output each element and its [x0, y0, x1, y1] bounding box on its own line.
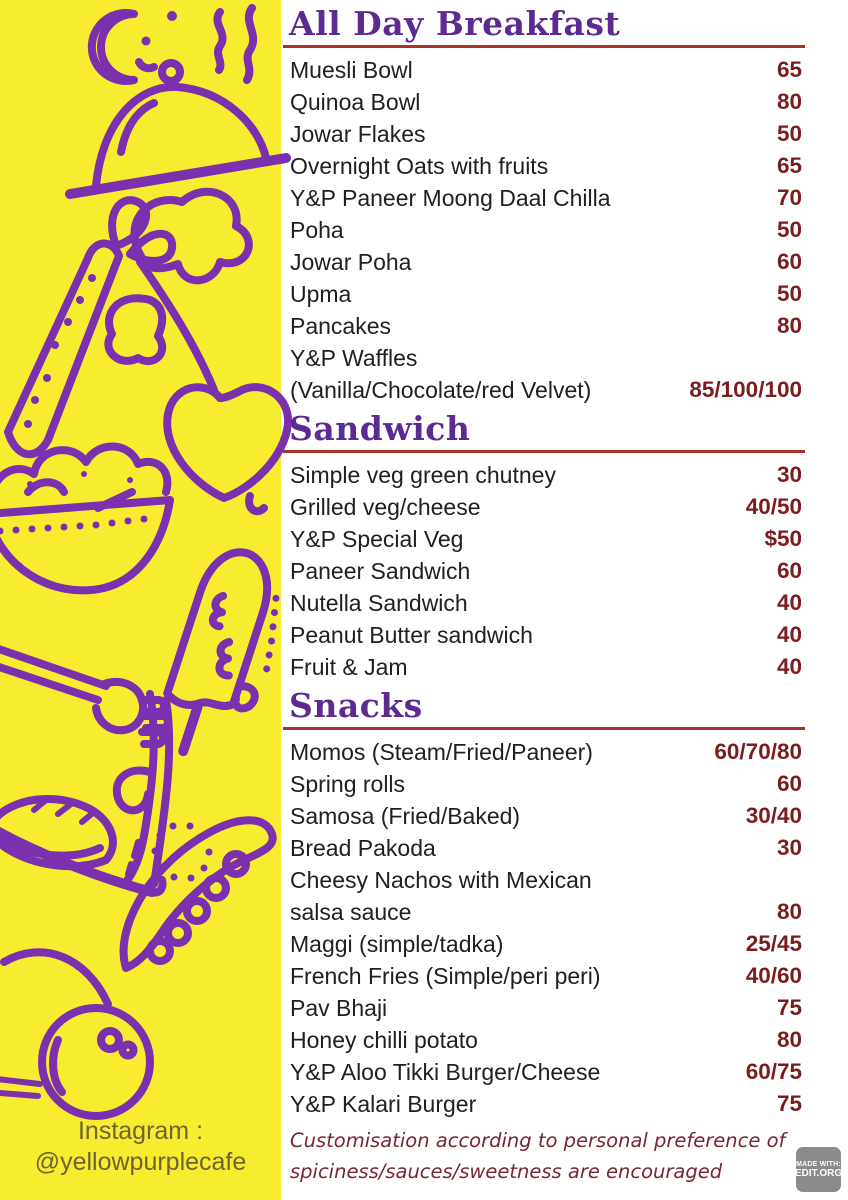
- menu-item-price: 50: [776, 281, 802, 306]
- menu-item-row: [290, 1024, 802, 1056]
- menu-item-row: [290, 1088, 802, 1120]
- menu-sections: [281, 4, 848, 1123]
- menu-item-name: Overnight Oats with fruits: [290, 153, 549, 179]
- menu-item-row: [290, 555, 802, 587]
- menu-item-price: 60/70/80: [714, 739, 802, 764]
- menu-item-name: Y&P Aloo Tikki Burger/Cheese: [290, 1059, 601, 1085]
- section-items: [281, 733, 848, 1123]
- menu-item-name-line2: salsa sauce: [290, 899, 412, 925]
- menu-item-name: Jowar Flakes: [290, 121, 426, 147]
- menu-item-row: [290, 928, 802, 960]
- instagram-handle[interactable]: @yellowpurplecafe: [34, 1148, 247, 1176]
- menu-item-name: [290, 342, 591, 406]
- menu-item-row: [290, 150, 802, 182]
- menu-item-name: Samosa (Fried/Baked): [290, 803, 521, 829]
- menu-item-row: [290, 246, 802, 278]
- menu-item-row: [290, 54, 802, 86]
- menu-item-name: Pancakes: [290, 313, 392, 339]
- menu-item-name: Pav Bhaji: [290, 995, 388, 1021]
- menu-item-name: Spring rolls: [290, 771, 406, 797]
- menu-item-name: Y&P Kalari Burger: [290, 1091, 477, 1117]
- menu-item-row: [290, 214, 802, 246]
- menu-item-row: [290, 459, 802, 491]
- menu-item-name: Maggi (simple/tadka): [290, 931, 504, 957]
- menu-item-price: 60: [776, 558, 802, 583]
- menu-item-row: [290, 864, 802, 928]
- menu-item-name: Honey chilli potato: [290, 1027, 478, 1053]
- menu-item-row: [290, 523, 802, 555]
- menu-item-name: Peanut Butter sandwich: [290, 622, 533, 648]
- menu-item-name: Grilled veg/cheese: [290, 494, 481, 520]
- menu-item-name: Poha: [290, 217, 344, 243]
- menu-item-price: 80: [776, 313, 802, 338]
- menu-item-price: 30: [776, 835, 802, 860]
- section-items: [281, 456, 848, 686]
- menu-item-price: 80: [776, 899, 802, 924]
- badge-made-with-label: MADE WITH:: [796, 1160, 841, 1168]
- menu-item-price: 65: [776, 57, 802, 82]
- menu-item-row: [290, 182, 802, 214]
- customisation-note-line1: Customisation according to personal preference of: [290, 1129, 786, 1152]
- menu-item-name: Y&P Special Veg: [290, 526, 464, 552]
- section-divider: [283, 45, 805, 48]
- menu-item-price: 40/60: [745, 963, 802, 988]
- menu-item-price: 40: [776, 622, 802, 647]
- section-items: [281, 51, 848, 409]
- menu-item-price: $50: [764, 526, 802, 551]
- steam-icon: [217, 8, 253, 80]
- menu-item-row: [290, 310, 802, 342]
- menu-item-name: Simple veg green chutney: [290, 462, 556, 488]
- menu-item-price: 30/40: [745, 803, 802, 828]
- menu-item-row: [290, 651, 802, 683]
- carrot-icon: [8, 200, 172, 454]
- menu-section: [281, 4, 848, 409]
- bun-with-stem-icon: [0, 952, 150, 1116]
- menu-item-price: 65: [776, 153, 802, 178]
- made-with-editorg-badge[interactable]: [796, 1147, 841, 1192]
- menu-item-price: 75: [776, 995, 802, 1020]
- menu-item-row: [290, 587, 802, 619]
- menu-section: [281, 686, 848, 1123]
- menu-item-price: 75: [776, 1091, 802, 1116]
- menu-item-row: [290, 619, 802, 651]
- menu-item-row: [290, 832, 802, 864]
- menu-item-row: [290, 960, 802, 992]
- menu-item-name: Jowar Poha: [290, 249, 412, 275]
- menu-item-price: 40/50: [745, 494, 802, 519]
- menu-item-name: Bread Pakoda: [290, 835, 436, 861]
- salad-bowl-icon: [0, 446, 170, 590]
- menu-item-name: Upma: [290, 281, 352, 307]
- instagram-label: Instagram :: [77, 1117, 204, 1145]
- menu-item-price: 25/45: [745, 931, 802, 956]
- left-art-panel: [0, 0, 281, 1200]
- popsicle-icon: [152, 543, 302, 769]
- menu-item-row: [290, 768, 802, 800]
- menu-item-row: [290, 118, 802, 150]
- menu-item-price: 80: [776, 89, 802, 114]
- customisation-note: [290, 1125, 795, 1187]
- menu-item-name: Paneer Sandwich: [290, 558, 471, 584]
- menu-item-name-line2: (Vanilla/Chocolate/red Velvet): [290, 377, 592, 403]
- customisation-note-line2: spiciness/sauces/sweetness are encouraged: [290, 1160, 723, 1183]
- food-doodles-illustration: [0, 0, 300, 1200]
- section-title: Snacks: [289, 686, 423, 725]
- menu-item-name-line1: Cheesy Nachos with Mexican: [290, 867, 592, 893]
- menu-item-name-line1: Y&P Waffles: [290, 345, 418, 371]
- menu-item-row: [290, 992, 802, 1024]
- menu-item-name: Quinoa Bowl: [290, 89, 421, 115]
- menu-item-name: French Fries (Simple/peri peri): [290, 963, 601, 989]
- section-divider: [283, 450, 805, 453]
- menu-item-row: [290, 86, 802, 118]
- menu-item-row: [290, 800, 802, 832]
- menu-item-price: 60/75: [745, 1059, 802, 1084]
- instagram-info: [0, 1116, 281, 1178]
- menu-item-price: 30: [776, 462, 802, 487]
- menu-item-name: Muesli Bowl: [290, 57, 413, 83]
- menu-item-name: Momos (Steam/Fried/Paneer): [290, 739, 593, 765]
- menu-item-row: [290, 342, 802, 406]
- menu-item-price: 70: [776, 185, 802, 210]
- menu-item-row: [290, 278, 802, 310]
- menu-item-name: Y&P Paneer Moong Daal Chilla: [290, 185, 611, 211]
- menu-item-price: 60: [776, 249, 802, 274]
- section-divider: [283, 727, 805, 730]
- badge-editorg-label: EDIT.ORG: [794, 1167, 843, 1179]
- menu-item-price: 80: [776, 1027, 802, 1052]
- menu-item-row: [290, 491, 802, 523]
- menu-item-name: Nutella Sandwich: [290, 590, 468, 616]
- menu-content: [281, 0, 848, 1123]
- menu-item-price: 50: [776, 121, 802, 146]
- menu-item-price: 40: [776, 654, 802, 679]
- menu-item-row: [290, 1056, 802, 1088]
- menu-item-row: [290, 736, 802, 768]
- cloche-icon: [70, 63, 286, 194]
- menu-item-price: 60: [776, 771, 802, 796]
- menu-section: [281, 409, 848, 686]
- menu-item-name: Fruit & Jam: [290, 654, 408, 680]
- menu-item-name: [290, 864, 592, 928]
- menu-item-price: 40: [776, 590, 802, 615]
- menu-item-price: 50: [776, 217, 802, 242]
- section-title: All Day Breakfast: [289, 4, 621, 43]
- menu-item-price: 85/100/100: [689, 377, 802, 402]
- section-title: Sandwich: [289, 409, 471, 448]
